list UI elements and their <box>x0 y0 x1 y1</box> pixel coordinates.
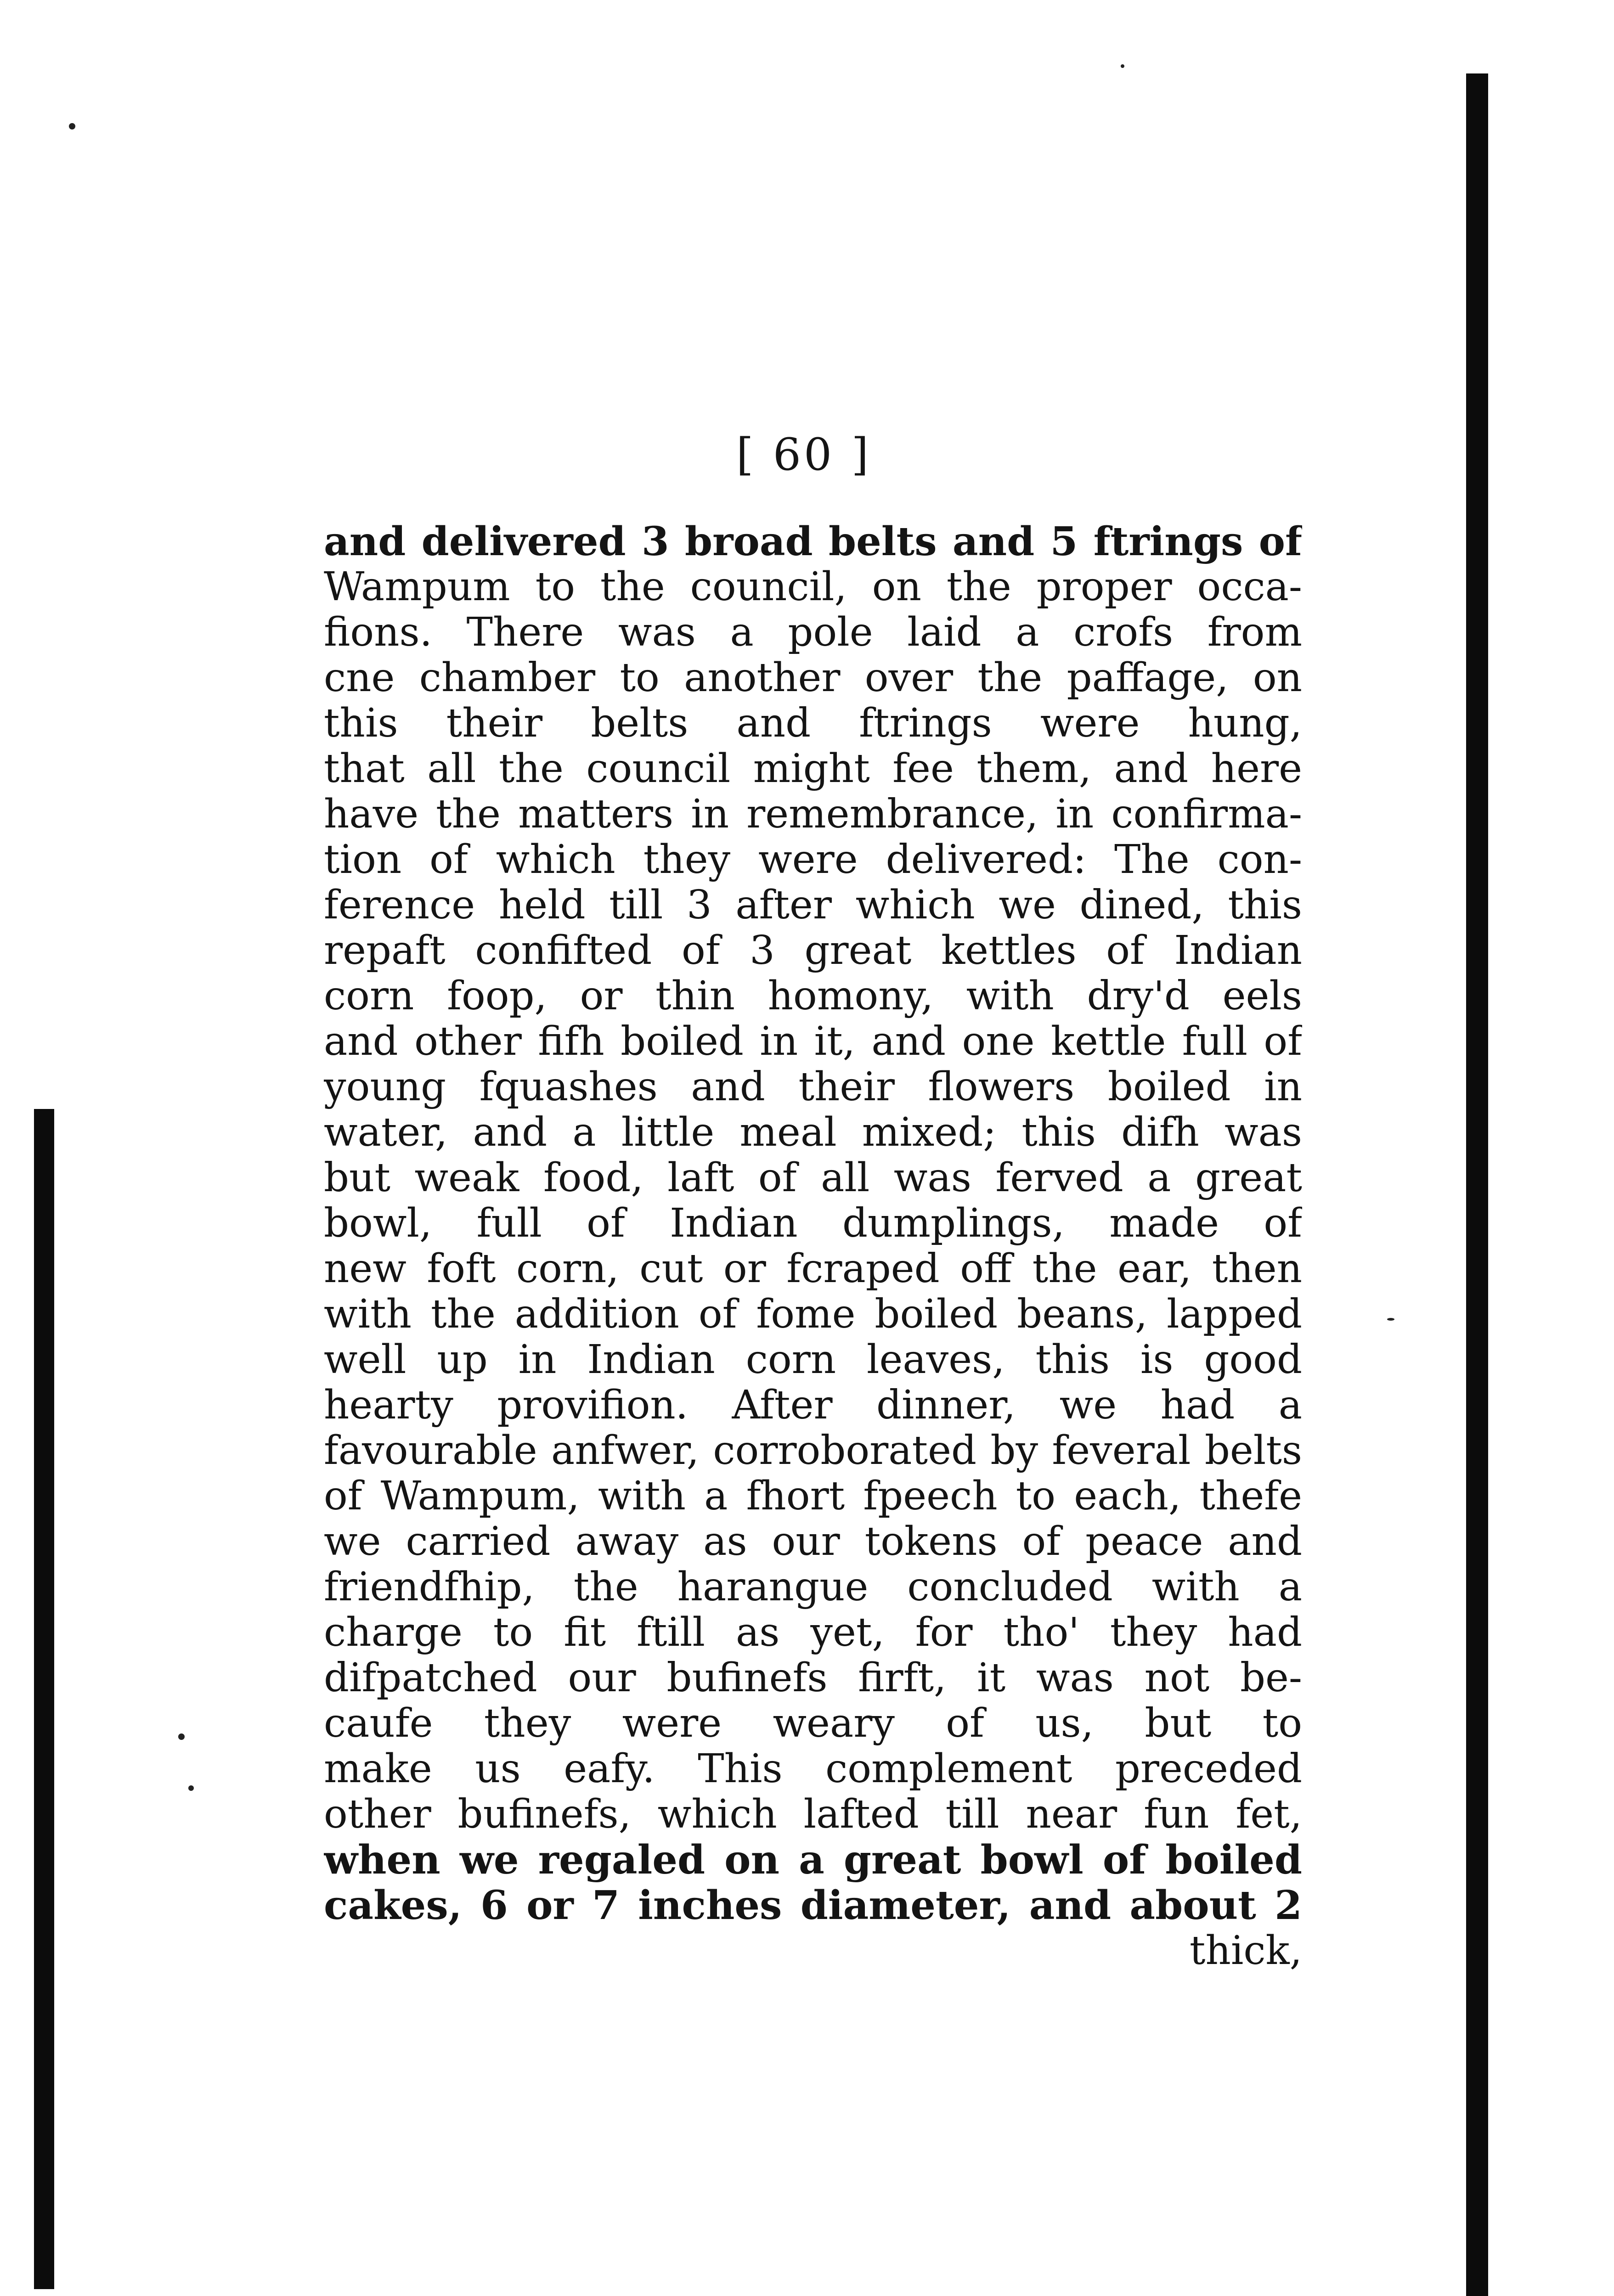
text-line: and delivered 3 broad belts and 5 ftrings of <box>324 519 1302 564</box>
text-line: water, and a little meal mixed; this difh was <box>324 1110 1302 1155</box>
scan-speck <box>1121 64 1124 68</box>
page-number: [ 60 ] <box>736 429 872 480</box>
text-line: cakes, 6 or 7 inches diameter, and about 2 <box>324 1883 1302 1928</box>
binding-edge-left <box>34 1109 54 2289</box>
binding-edge-right <box>1466 73 1488 2296</box>
text-line: cne chamber to another over the paffage, on <box>324 655 1302 701</box>
text-line: bowl, full of Indian dumplings, made of <box>324 1201 1302 1246</box>
text-line: but weak food, laft of all was ferved a great <box>324 1155 1302 1201</box>
scan-speck <box>69 123 75 129</box>
text-line: young fquashes and their flowers boiled in <box>324 1064 1302 1110</box>
text-line: and other fifh boiled in it, and one kettle full of <box>324 1019 1302 1064</box>
text-line: new foft corn, cut or fcraped off the ear, then <box>324 1246 1302 1292</box>
text-line: tion of which they were delivered: The con- <box>324 837 1302 883</box>
scan-speck <box>188 1785 194 1791</box>
text-line: this their belts and ftrings were hung, <box>324 701 1302 746</box>
text-line: Wampum to the council, on the proper occa- <box>324 564 1302 610</box>
text-line: friendfhip, the harangue concluded with a <box>324 1564 1302 1610</box>
text-line: caufe they were weary of us, but to <box>324 1701 1302 1746</box>
text-line: favourable anfwer, corroborated by feveral belts <box>324 1428 1302 1474</box>
scan-speck <box>178 1733 185 1740</box>
text-line: when we regaled on a great bowl of boiled <box>324 1837 1302 1883</box>
text-line: other bufinefs, which lafted till near fun fet, <box>324 1792 1302 1837</box>
text-line: we carried away as our tokens of peace and <box>324 1519 1302 1564</box>
catchword: thick, <box>1189 1928 1302 1974</box>
text-line: with the addition of fome boiled beans, lapped <box>324 1292 1302 1337</box>
text-line: make us eafy. This complement preceded <box>324 1746 1302 1792</box>
text-line: hearty provifion. After dinner, we had a <box>324 1383 1302 1428</box>
text-line: fions. There was a pole laid a crofs from <box>324 610 1302 655</box>
text-line: ference held till 3 after which we dined, this <box>324 883 1302 928</box>
text-line: corn foop, or thin homony, with dry'd eels <box>324 974 1302 1019</box>
text-line: difpatched our bufinefs firft, it was not be- <box>324 1655 1302 1701</box>
text-line: well up in Indian corn leaves, this is good <box>324 1337 1302 1383</box>
text-line: of Wampum, with a fhort fpeech to each, thefe <box>324 1474 1302 1519</box>
text-line: have the matters in remembrance, in confirma- <box>324 792 1302 837</box>
text-line: repaft confifted of 3 great kettles of Indian <box>324 928 1302 974</box>
text-line: that all the council might fee them, and here <box>324 746 1302 792</box>
text-line: charge to fit ftill as yet, for tho' they had <box>324 1610 1302 1655</box>
scan-speck <box>1387 1318 1394 1321</box>
body-text <box>324 519 1302 1974</box>
